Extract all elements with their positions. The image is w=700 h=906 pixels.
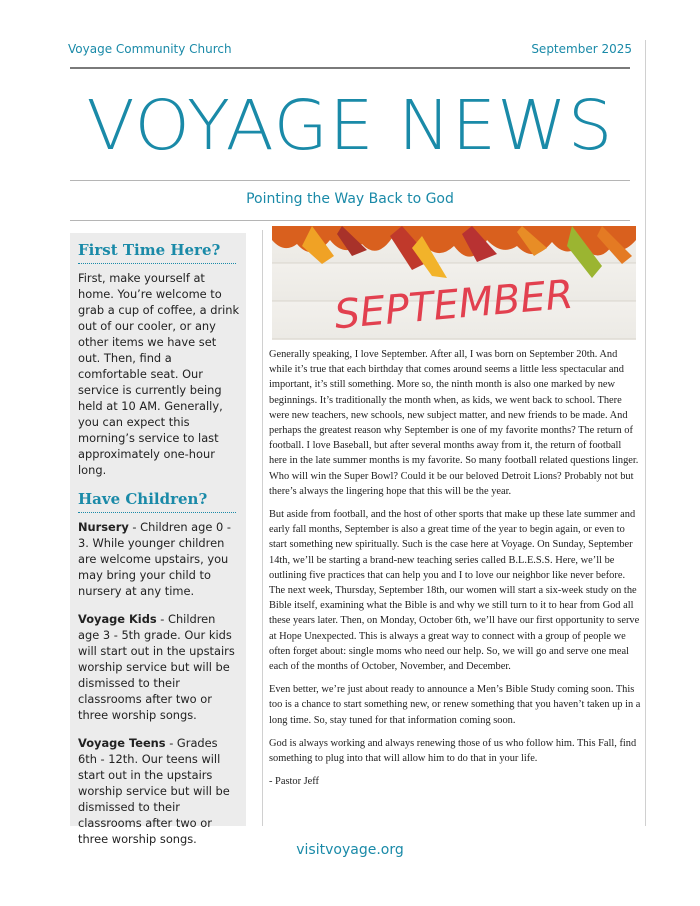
autumn-leaves-illustration — [272, 226, 636, 340]
item-label: Nursery — [78, 520, 129, 534]
website-link[interactable]: visitvoyage.org — [296, 842, 404, 858]
article-paragraph: God is always working and always renewing those of us who follow him. This Fall, find something to plug into that will allow him to do that in your life. — [269, 737, 637, 765]
newsletter-title: VOYAGE NEWS — [86, 86, 614, 166]
item-text: - Grades 6th - 12th. Our teens will start out in the upstairs worship service but will be dismissed to their classrooms after two or three worship songs. — [78, 736, 230, 846]
banner-text: SEPTEMBER — [332, 271, 576, 339]
divider — [70, 67, 630, 69]
children-item — [78, 611, 240, 723]
first-time-body: First, make yourself at home. You’re welcome to grab a cup of coffee, a drink out of our cooler, or any other items we have set out. Then, find a comfortable seat. Our service is currently being held at 10 AM. Generally, you can expect this morning’s service to last approximately one-hour long. — [78, 271, 240, 477]
issue-date: September 2025 — [531, 42, 632, 56]
article-paragraph: Generally speaking, I love September. After all, I was born on September 20th. And while it’s true that each birthday that comes around seems a little less spectacular and important, it’s still something. More so, the ninth month is also one marked by new beginnings. It’s traditionally the month when, as kids, we went back to school. There were new teachers, new schools, new subject matter, and new friends to be made. And perhaps the greatest reason why September is one of my favorite months? The return of football. I love Baseball, but after several months away from it, the return of football here in the late summer months is my favorite. So many football related questions linger. Who will win the Super Bowl? Could it be our beloved Detroit Lions? Probably not but there’s always the lingering hope that this will be the year. — [269, 349, 639, 497]
first-time-heading: First Time Here? — [78, 241, 236, 264]
item-text: - Children age 0 - 3. While younger children are welcome upstairs, you may bring your child to nursery at any time. — [78, 520, 231, 598]
column-rule — [262, 230, 263, 826]
children-item — [78, 519, 240, 599]
sidebar — [70, 233, 246, 846]
article-paragraph: Even better, we’re just about ready to announce a Men’s Bible Study coming soon. This too is a chance to start something new, or renew something that you haven’t taken up in a long time. So, stay tuned for that information coming soon. — [269, 684, 641, 726]
masthead-top — [68, 42, 632, 56]
children-item — [78, 735, 240, 847]
september-banner-image — [272, 226, 636, 340]
children-heading: Have Children? — [78, 490, 236, 513]
org-name: Voyage Community Church — [68, 42, 232, 56]
item-label: Voyage Kids — [78, 612, 157, 626]
column-rule — [645, 40, 646, 826]
article — [269, 347, 641, 797]
leaves — [272, 226, 636, 278]
item-text: - Children age 3 - 5th grade. Our kids will start out in the upstairs worship service but will be dismissed to their classrooms after two or three worship songs. — [78, 612, 235, 722]
tagline: Pointing the Way Back to God — [246, 191, 454, 207]
article-paragraph: But aside from football, and the host of other sports that make up these late summer and early fall months, September is also a great time of the year to begin again, or even to start something new spiritually. Such is the case here at Voyage. On Sunday, September 14th, we’ll be starting a brand-new teaching series called B.L.E.S.S. Here, we’ll be outlining five practices that can help you and I to love our neighbor like never before. The next week, Thursday, September 18th, our women will start a six-week study on the Bible itself, examining what the Bible is and why we still turn to it to hear from God all these years later. Then, on Monday, October 6th, we’ll have our first opportunity to serve at Hope Unexpected. This is always a great way to connect with a group of people we often forget about: single moms who need our help. So, we will go and serve one meal each of the months of October, November, and December. — [269, 509, 640, 673]
divider — [70, 220, 630, 221]
item-label: Voyage Teens — [78, 736, 166, 750]
signature: - Pastor Jeff — [269, 776, 320, 788]
divider — [70, 180, 630, 181]
